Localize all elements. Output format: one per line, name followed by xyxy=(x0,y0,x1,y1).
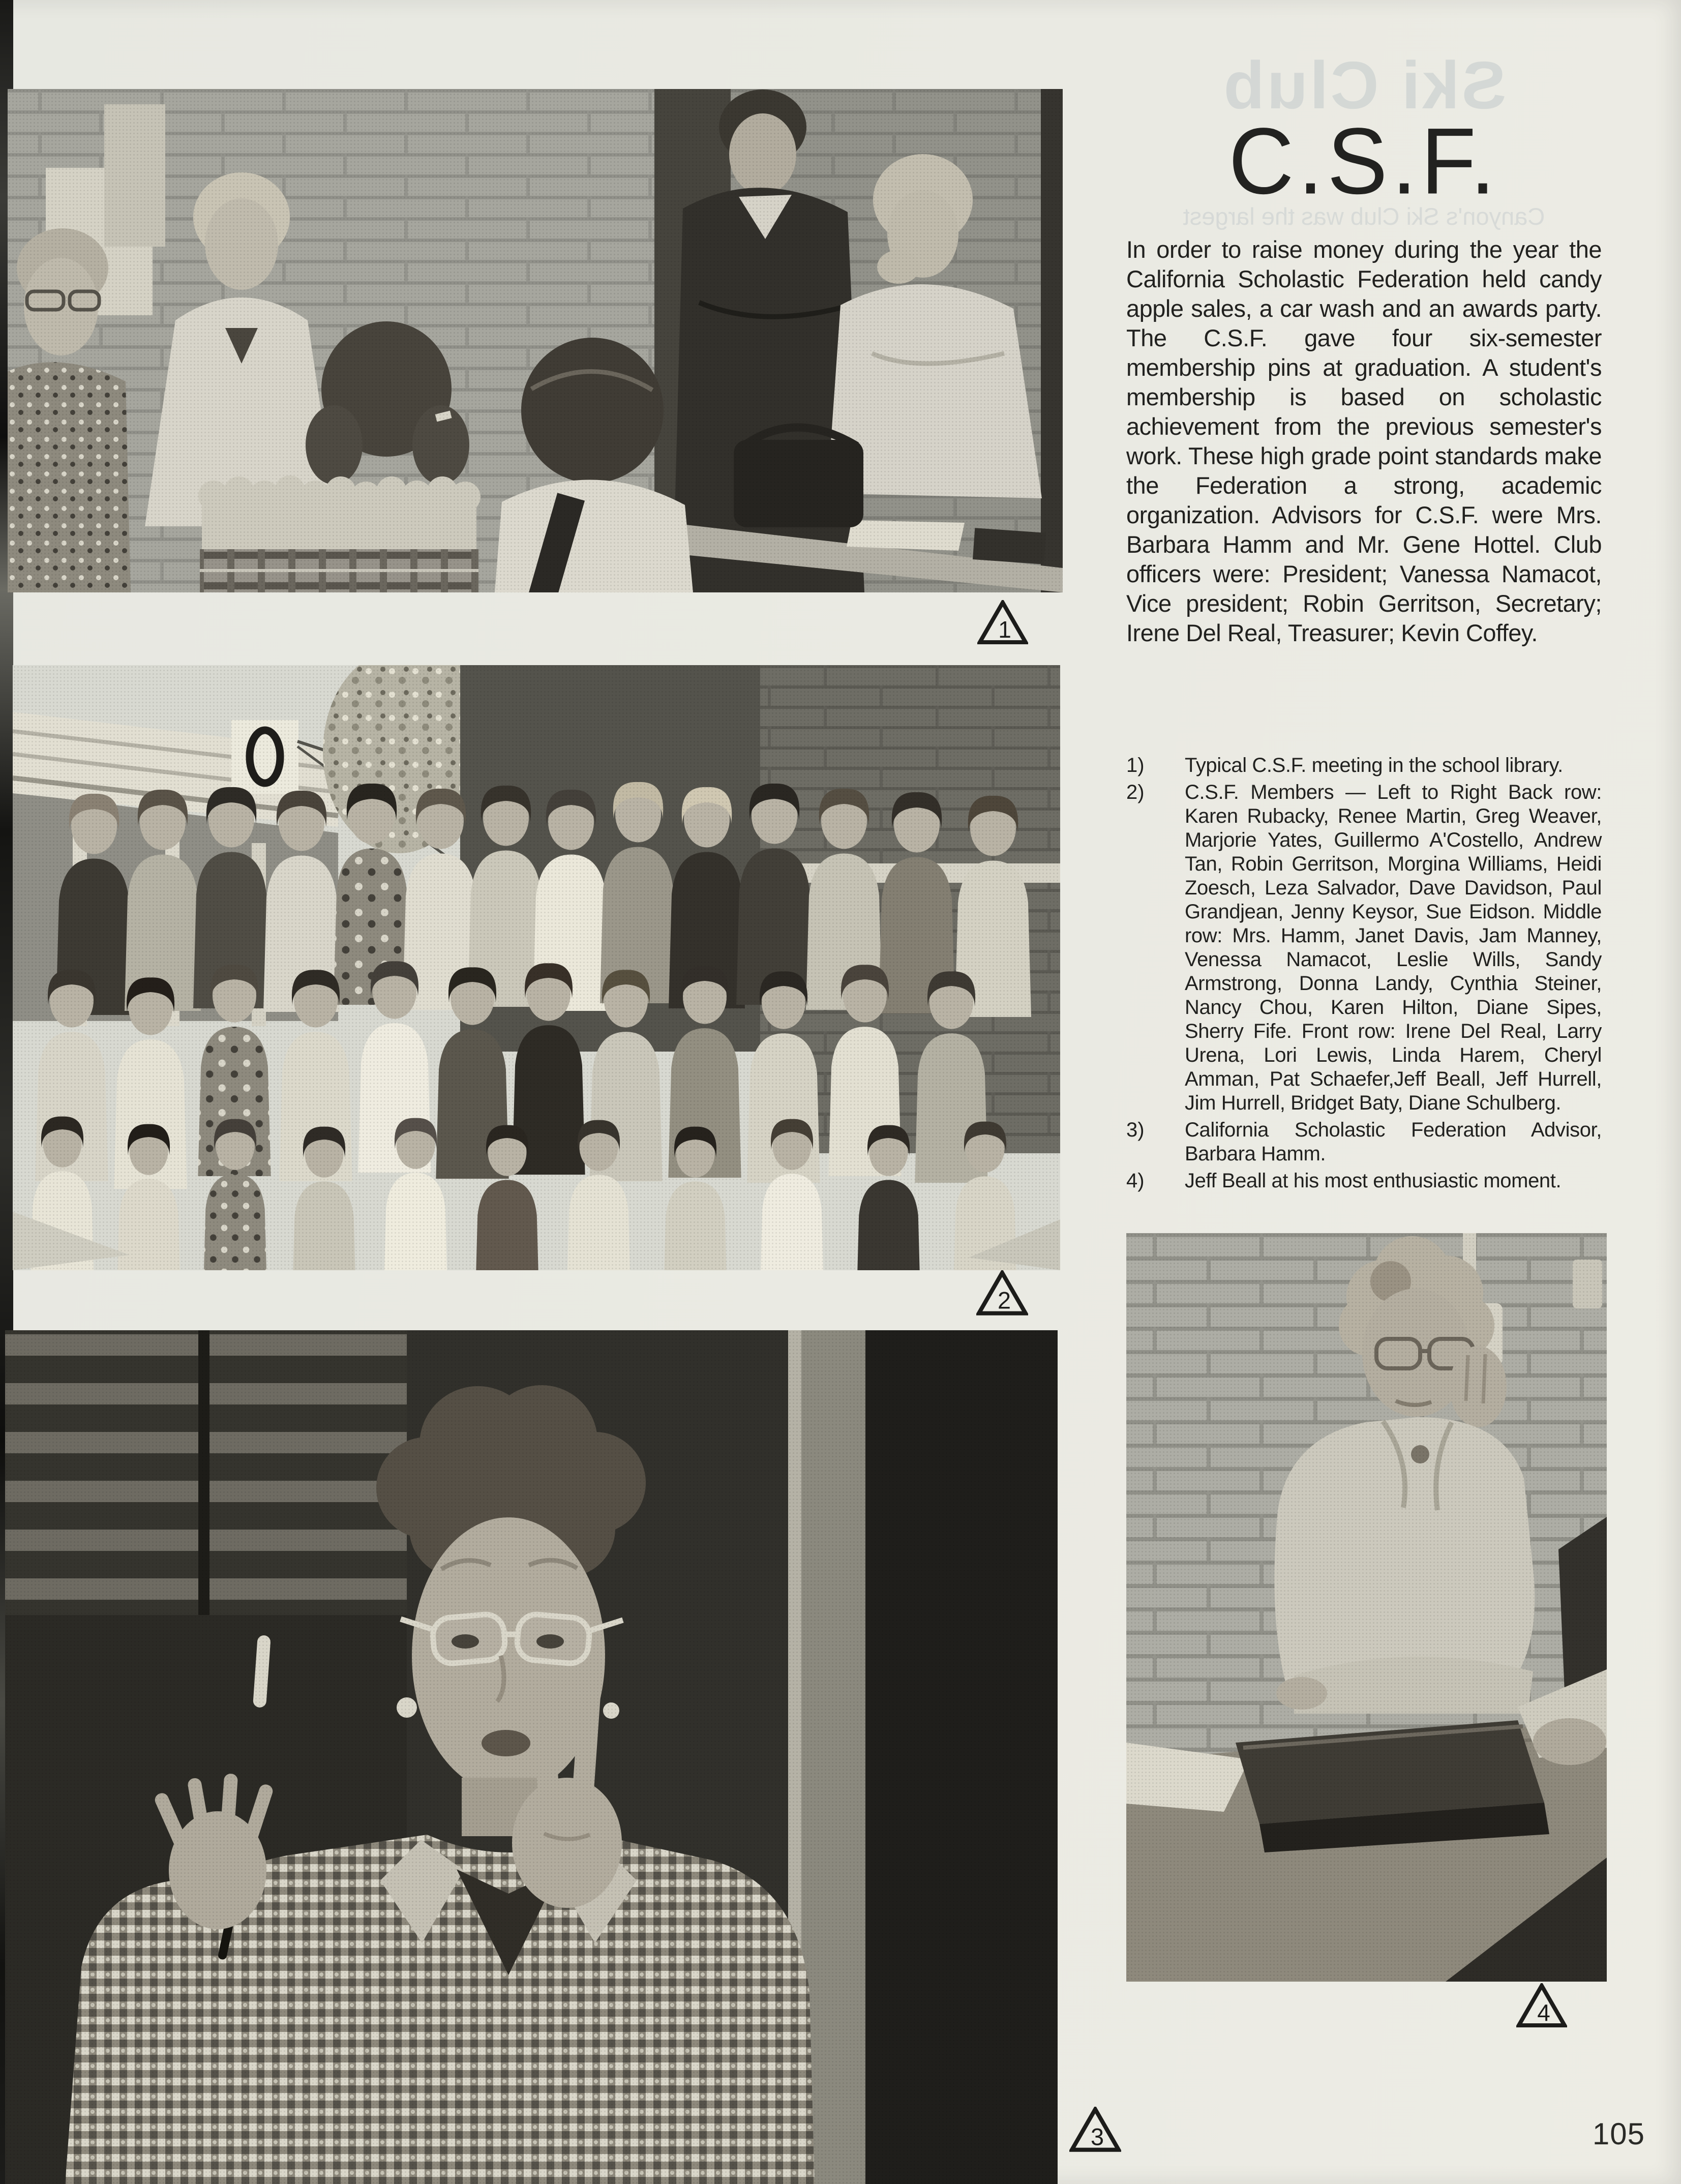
caption-number: 4) xyxy=(1126,1170,1145,1192)
photo-group-art xyxy=(13,665,1060,1270)
hand-on-cheek xyxy=(1450,1346,1507,1427)
caption-number: 3) xyxy=(1126,1119,1145,1141)
marker-4-number: 4 xyxy=(1537,1999,1550,2026)
photo-csf-meeting-art xyxy=(8,89,1063,592)
caption-item-2 xyxy=(1126,781,1602,1115)
caption-list xyxy=(1126,754,1602,1196)
caption-item-3 xyxy=(1126,1118,1602,1166)
caption-item-1 xyxy=(1126,754,1602,777)
page-title: C.S.F. xyxy=(1228,108,1499,214)
neighbor-hand xyxy=(1533,1718,1606,1765)
marker-3-number: 3 xyxy=(1091,2123,1104,2150)
caption-text: California Scholastic Federation Advisor, Barbara Hamm. xyxy=(1185,1119,1602,1165)
caption-number: 2) xyxy=(1126,781,1145,803)
caption-text: Typical C.S.F. meeting in the school library. xyxy=(1185,754,1563,776)
article-body: In order to raise money during the year the California Scholastic Federation held candy apple sales, a car wash and an awards party. The C.S.F. gave four six-semester membership pins at graduation. A student's membership is based on scholastic achievement from the previous semester's work. These high grade point standards make the Federation a strong, academic organization. Advisors for C.S.F. were Mrs. Barbara Hamm and Mr. Gene Hottel. Club officers were: President; Vanessa Namacot, Vice president; Robin Gerritson, Secretary; Irene Del Real, Treasurer; Kevin Coffey. xyxy=(1126,236,1602,646)
photo-csf-members-group xyxy=(13,665,1060,1270)
photo-jeff-beall xyxy=(1126,1233,1607,1982)
pendant xyxy=(1411,1445,1429,1463)
marker-1-number: 1 xyxy=(998,616,1011,643)
page-number: 105 xyxy=(1592,2117,1645,2151)
caption-item-4 xyxy=(1126,1169,1602,1193)
camera-bag xyxy=(734,440,863,527)
photo-marker-3 xyxy=(1069,2107,1121,2152)
caption-text: Jeff Beall at his most enthusiastic moment. xyxy=(1185,1170,1562,1192)
bleed-through-heading: Ski Club xyxy=(1221,48,1507,123)
caption-number: 1) xyxy=(1126,754,1145,776)
caption-text: C.S.F. Members — Left to Right Back row: Karen Rubacky, Renee Martin, Greg Weaver, Marjorie Yates, Guillermo A'Costello, Andrew Tan, Robin Gerritson, Morgina Williams, Heidi Zoesch, Leza Salvador, Dave Davidson, Paul Grandjean, Jenny Keysor, Sue Eidson. Middle row: Mrs. Hamm, Janet Davis, Jam Manney, Venessa Namacot, Leslie Wills, Sandy Armstrong, Donna Landy, Cynthia Steiner, Nancy Chou, Karen Hilton, Diane Sipes, Sherry Fife. Front row: Irene Del Real, Larry Urena, Lori Lewis, Linda Harem, Cheryl Amman, Pat Schaefer,Jeff Beall, Jeff Hurrell, Jim Hurrell, Bridget Baty, Diane Schulberg. xyxy=(1185,781,1602,1114)
photo-advisor-art xyxy=(5,1330,1058,2184)
earring xyxy=(397,1697,417,1718)
marker-2-number: 2 xyxy=(998,1287,1011,1314)
photo-jeff-beall-art xyxy=(1126,1233,1607,1982)
bleed-through-line: Canyon's Ski Club was the largest xyxy=(1183,203,1545,230)
photo-marker-4 xyxy=(1516,1983,1567,2028)
photo-advisor-barbara-hamm xyxy=(5,1330,1058,2184)
photo-marker-2 xyxy=(976,1270,1028,1316)
photo-csf-meeting xyxy=(8,89,1063,592)
photo-marker-1 xyxy=(977,600,1028,645)
